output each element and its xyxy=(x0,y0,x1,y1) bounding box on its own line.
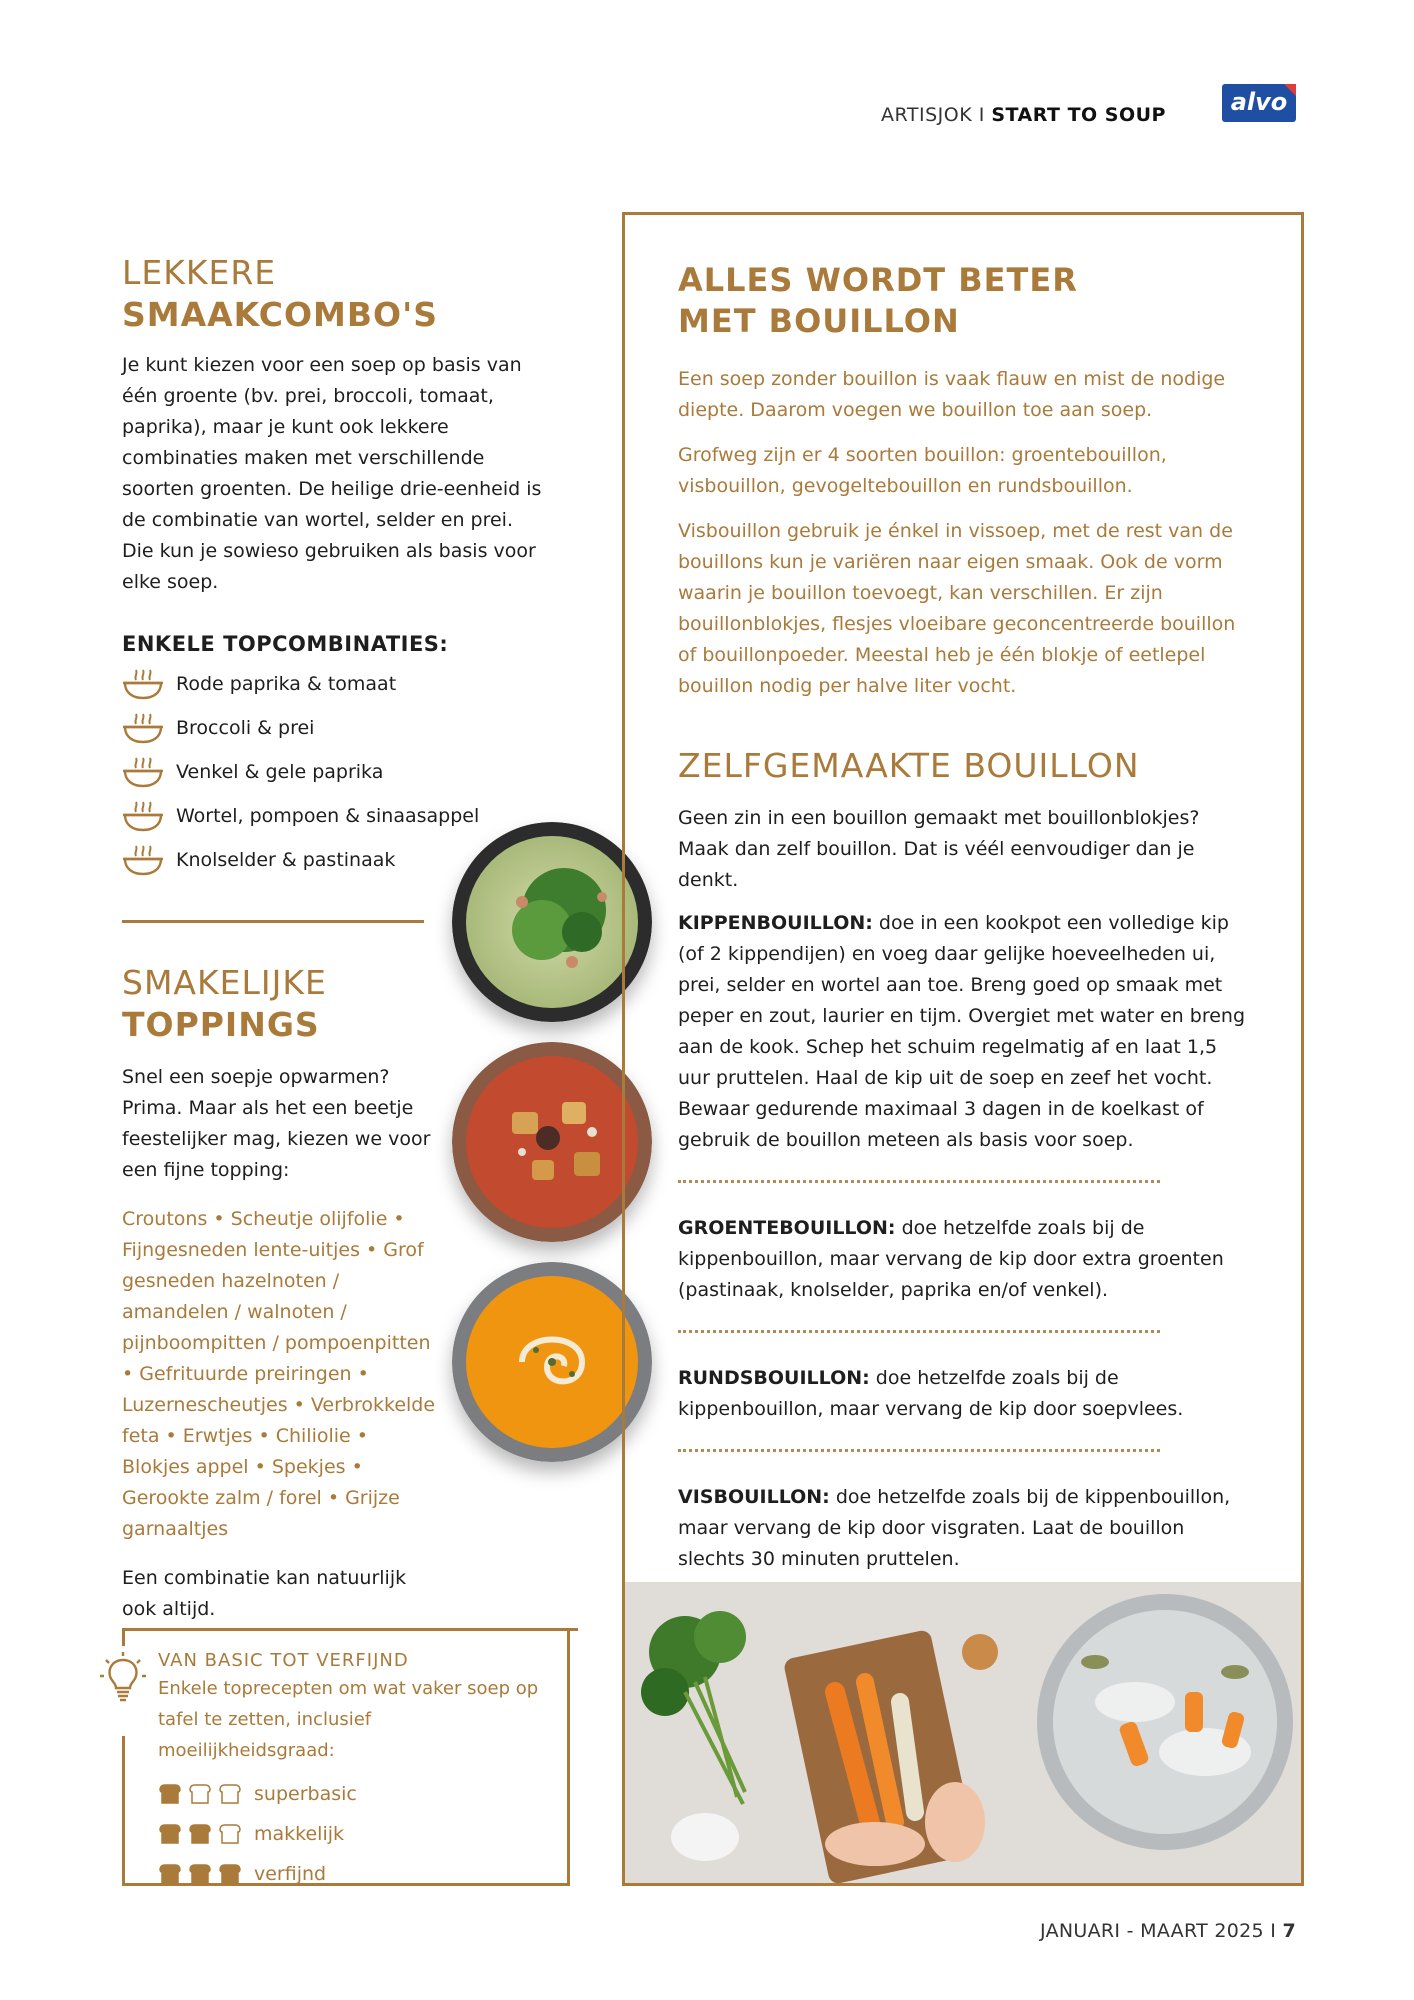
soup-bowl-icon xyxy=(122,668,164,700)
section-title: START TO SOUP xyxy=(991,104,1166,126)
toppings-outro: Een combinatie kan natuurlijk ook altijd. xyxy=(122,1567,407,1620)
bouillon-heading xyxy=(678,260,1250,342)
soup-bowl-icon xyxy=(122,800,164,832)
toast-filled-icon xyxy=(188,1862,212,1886)
combo-heading xyxy=(122,252,562,336)
list-item xyxy=(122,794,562,838)
toast-filled-icon xyxy=(158,1862,182,1886)
difficulty-row-superbasic xyxy=(158,1774,558,1814)
difficulty-row-makkelijk xyxy=(158,1814,558,1854)
difficulty-label: verfijnd xyxy=(254,1863,327,1885)
toppings-list: Croutons • Scheutje olijfolie • Fijngesneden lente-uitjes • Grof gesneden hazelnoten / amandelen / walnoten / pijnboompitten / pompoenpitten • Gefrituurde preiringen • Luzernescheutjes • Verbrokkelde feta • Erwtjes • Chiliolie • Blokjes appel • Spekjes • Gerookte zalm / forel • Grijze garnaaltjes xyxy=(122,1208,436,1540)
dotted-divider xyxy=(678,1449,1160,1452)
combo-label: Venkel & gele paprika xyxy=(176,761,384,783)
combo-heading-line1: LEKKERE xyxy=(122,253,277,292)
difficulty-levels xyxy=(158,1774,558,1894)
toppings-section xyxy=(122,962,442,1625)
bouillon-paragraph-2: Grofweg zijn er 4 soorten bouillon: groentebouillon, visbouillon, gevogeltebouillon en rundsbouillon. xyxy=(678,444,1167,497)
soup-bowl-icon xyxy=(122,844,164,876)
bouillon-content xyxy=(678,260,1250,1575)
dotted-divider xyxy=(678,1180,1160,1183)
combo-label: Broccoli & prei xyxy=(176,717,315,739)
difficulty-label: makkelijk xyxy=(254,1823,345,1845)
list-item xyxy=(122,750,562,794)
homemade-intro: Geen zin in een bouillon gemaakt met bouillonblokjes? Maak dan zelf bouillon. Dat is véél eenvoudiger dan je denkt. xyxy=(678,807,1200,891)
runds-label: RUNDSBOUILLON: xyxy=(678,1367,870,1389)
bouillon-heading-line2: MET BOUILLON xyxy=(678,302,960,340)
toast-filled-icon xyxy=(158,1822,182,1846)
runds-paragraph xyxy=(678,1363,1250,1425)
logo-text: alvo xyxy=(1230,88,1288,116)
combo-label: Rode paprika & tomaat xyxy=(176,673,397,695)
groente-label: GROENTEBOUILLON: xyxy=(678,1217,896,1239)
alvo-logo xyxy=(1222,84,1296,122)
toast-empty-icon xyxy=(188,1782,212,1806)
kip-text: doe in een kookpot een volledige kip (of 2 kippendijen) en voeg daar gelijke hoeveelheden ui, prei, selder en wortel aan toe. Breng goed op smaak met peper en zout, laurier en tijm. Overgiet met water en breng aan de kook. Schep het schuim regelmatig af en laat 1,5 uur pruttelen. Haal de kip uit de soep en zeef het vocht. Bewaar gedurende maximaal 3 dagen in de koelkast of gebruik de bouillon meteen als basis voor soep. xyxy=(678,912,1246,1151)
combo-label: Knolselder & pastinaak xyxy=(176,849,396,871)
difficulty-row-verfijnd xyxy=(158,1854,558,1894)
runds-text: doe hetzelfde zoals bij de kippenbouillon, maar vervang de kip door soepvlees. xyxy=(678,1367,1184,1420)
vis-paragraph xyxy=(678,1482,1250,1575)
section-breadcrumb xyxy=(881,104,1166,126)
toppings-intro: Snel een soepje opwarmen? Prima. Maar als het een beetje feestelijker mag, kiezen we voor een fijne topping: xyxy=(122,1066,431,1181)
toast-empty-icon xyxy=(218,1822,242,1846)
kip-paragraph xyxy=(678,908,1250,1156)
tip-text: Enkele toprecepten om wat vaker soep op tafel te zetten, inclusief moeilijkheidsgraad: xyxy=(158,1678,539,1761)
difficulty-label: superbasic xyxy=(254,1783,357,1805)
toast-filled-icon xyxy=(188,1822,212,1846)
soup-bowl-icon xyxy=(122,756,164,788)
combo-label: Wortel, pompoen & sinaasappel xyxy=(176,805,480,827)
soup-bowl-icon xyxy=(122,712,164,744)
toast-filled-icon xyxy=(158,1782,182,1806)
combo-heading-line2: SMAAKCOMBO'S xyxy=(122,295,438,334)
kip-label: KIPPENBOUILLON: xyxy=(678,912,873,934)
page-footer xyxy=(1040,1920,1296,1942)
top-combos-heading: ENKELE TOPCOMBINATIES: xyxy=(122,632,449,656)
dotted-divider xyxy=(678,1330,1160,1333)
toast-empty-icon xyxy=(218,1782,242,1806)
tip-box-top-border xyxy=(122,1628,570,1631)
tip-title: VAN BASIC TOT VERFIJND xyxy=(158,1650,409,1671)
toppings-heading-line1: SMAKELIJKE xyxy=(122,963,327,1002)
list-item xyxy=(122,706,562,750)
lightbulb-icon xyxy=(98,1650,148,1706)
toppings-heading xyxy=(122,962,442,1046)
combo-intro: Je kunt kiezen voor een soep op basis van één groente (bv. prei, broccoli, tomaat, paprika), maar je kunt ook lekkere combinaties maken met verschillende soorten groenten. De heilige drie-eenheid is de combinatie van wortel, selder en prei. Die kun je sowieso gebruiken als basis voor elke soep. xyxy=(122,354,542,593)
toast-filled-icon xyxy=(218,1862,242,1886)
toppings-heading-line2: TOPPINGS xyxy=(122,1005,320,1044)
groente-paragraph xyxy=(678,1213,1250,1306)
list-item xyxy=(122,662,562,706)
bouillon-paragraph-1: Een soep zonder bouillon is vaak flauw en mist de nodige diepte. Daarom voegen we bouillon toe aan soep. xyxy=(678,368,1226,421)
bouillon-paragraph-3: Visbouillon gebruik je énkel in vissoep, met de rest van de bouillons kun je variëren naar eigen smaak. Ook de vorm waarin je bouillon toevoegt, kan verschillen. Er zijn bouillonblokjes, flesjes vloeibare geconcentreerde bouillon of bouillonpoeder. Meestal heb je één blokje of eetlepel bouillon nodig per halve liter vocht. xyxy=(678,520,1236,697)
homemade-heading: ZELFGEMAAKTE BOUILLON xyxy=(678,746,1140,785)
bouillon-heading-line1: ALLES WORDT BETER xyxy=(678,261,1078,299)
issue-period: JANUARI - MAART 2025 I xyxy=(1040,1920,1277,1942)
bouillon-cooking-photo xyxy=(625,1582,1301,1883)
page-number: 7 xyxy=(1282,1920,1296,1942)
tip-content xyxy=(158,1650,558,1894)
vis-text: doe hetzelfde zoals bij de kippenbouillon, maar vervang de kip door visgraten. Laat de bouillon slechts 30 minuten pruttelen. xyxy=(678,1486,1231,1570)
vis-label: VISBOUILLON: xyxy=(678,1486,830,1508)
left-column xyxy=(122,252,562,882)
section-label: ARTISJOK I xyxy=(881,104,985,126)
groente-text: doe hetzelfde zoals bij de kippenbouillon, maar vervang de kip door extra groenten (pastinaak, knolselder, paprika en/of venkel). xyxy=(678,1217,1224,1301)
section-divider xyxy=(122,920,424,923)
